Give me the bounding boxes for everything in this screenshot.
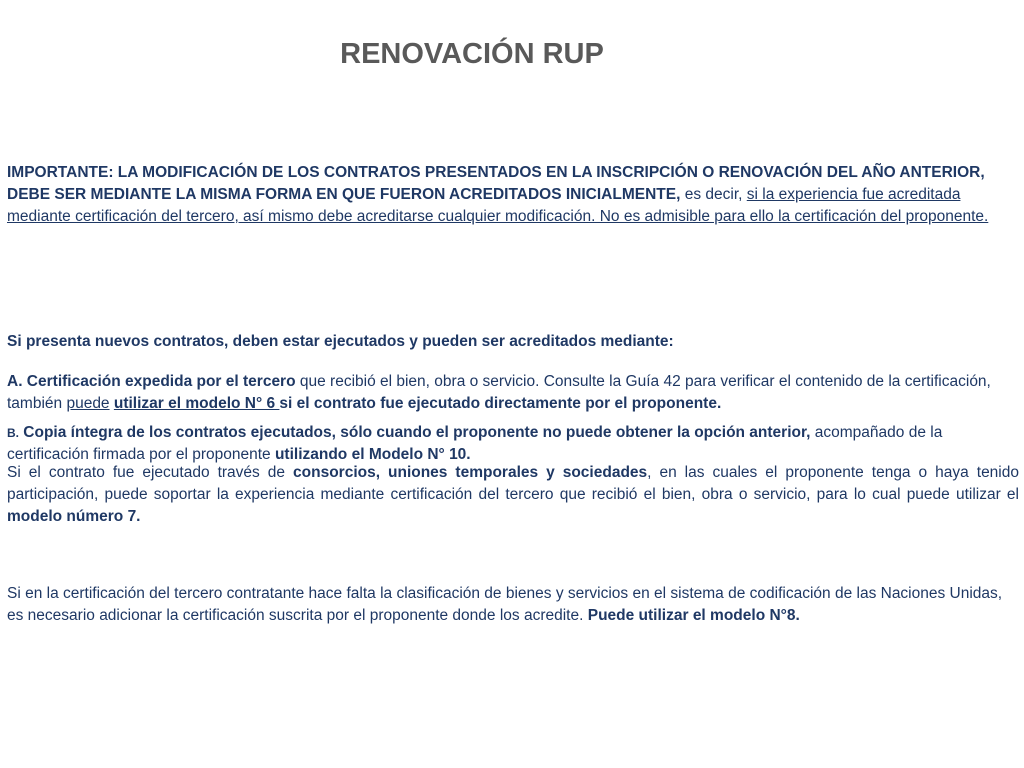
clasificacion-text1: Si en la certificación del tercero contratante hace falta la clasificación de bienes y servicios en el sistema de codificación de las Naciones Unidas, es necesario adicionar la certificación suscrita por el proponente donde los acredite. [7,585,1003,624]
consorcios-modelo-7: modelo número 7. [7,508,141,525]
opcion-b-letter: B. [7,426,19,440]
consorcios-bold1: consorcios, uniones temporales y sociedades [293,464,648,481]
slide-title: RENOVACIÓN RUP [340,38,604,70]
nuevos-contratos-heading: Si presenta nuevos contratos, deben estar ejecutados y pueden ser acreditados mediante: [7,333,674,350]
opcion-a-bold-tail: si el contrato fue ejecutado directamente por el proponente. [279,395,722,412]
opcion-b-modelo-10: utilizando el Modelo N° 10. [274,446,471,463]
opcion-b-paragraph [7,422,1019,466]
importante-underlined-text: si la experiencia fue acreditada mediante certificación del tercero, así mismo debe acreditarse cualquier modificación. No es admisible para ello la certificación del proponente. [7,186,989,225]
opcion-b-bold-text: Copia íntegra de los contratos ejecutados, sólo cuando el proponente no puede obtener la opción anterior, [19,424,811,441]
opcion-a-paragraph [7,371,1019,415]
opcion-b-text: acompañado de la certificación firmada por el proponente [7,424,943,463]
clasificacion-modelo-8: Puede utilizar el modelo N°8. [587,607,800,624]
consorcios-paragraph [7,462,1019,528]
opcion-a-underline: puede [66,395,110,412]
opcion-a-lead: A. Certificación expedida por el tercero [7,373,296,390]
consorcios-text1: Si el contrato fue ejecutado través de [7,464,294,481]
opcion-a-modelo-6: utilizar el modelo N° 6 [113,395,280,412]
importante-plain-text: es decir, [680,186,747,203]
opcion-a-text: que recibió el bien, obra o servicio. Consulte la Guía 42 para verificar el contenido de la certificación, también [7,373,991,412]
importante-bold-text: IMPORTANTE: LA MODIFICACIÓN DE LOS CONTRATOS PRESENTADOS EN LA INSCRIPCIÓN O RENOVACIÓN DEL AÑO ANTERIOR, DEBE SER MEDIANTE LA MISMA FORMA EN QUE FUERON ACREDITADOS INICIALMENTE, [7,164,985,203]
importante-paragraph [7,162,1019,228]
consorcios-text2: , en las cuales el proponente tenga o haya tenido participación, puede soportar la experiencia mediante certificación del tercero que recibió el bien, obra o servicio, para lo cual puede utilizar el [7,464,1019,503]
clasificacion-paragraph [7,583,1019,627]
